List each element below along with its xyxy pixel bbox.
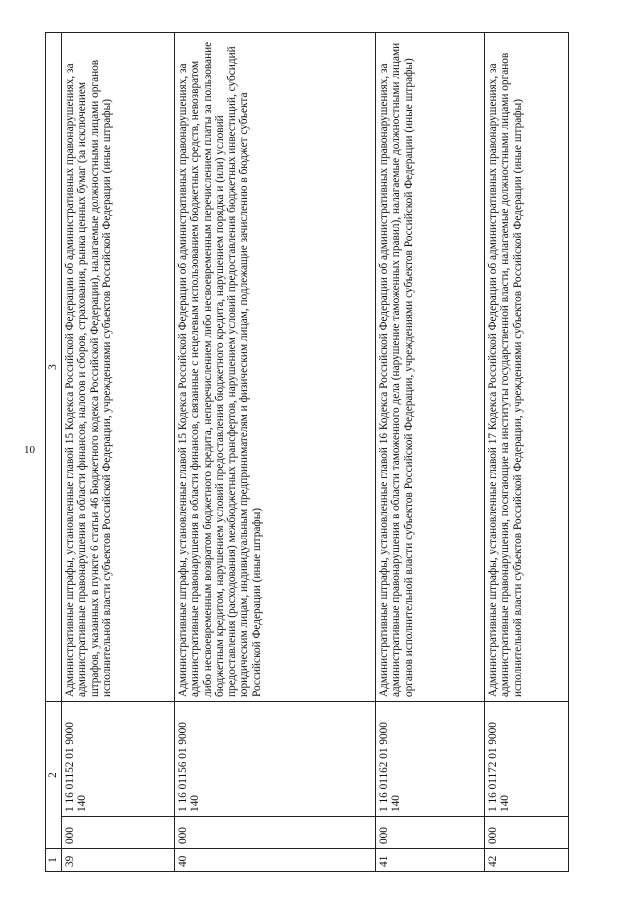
budget-code-table	[45, 32, 569, 872]
header-col-2: 2	[46, 702, 62, 849]
table-row	[175, 33, 376, 872]
header-col-3: 3	[46, 33, 62, 702]
row-number: 42	[485, 849, 569, 872]
row-number: 39	[62, 849, 175, 872]
revenue-description: Административные штрафы, установленные главой 15 Кодекса Российской Федерации об административных правонарушениях, за административные правонарушения в области финансов, связанные с нецелевым использованием бюджетных средств, невозвратом либо несвоевременным возвратом бюджетного кредита, неперечислением либо несвоевременным перечислением платы за пользование бюджетным кредитом, нарушением условий предоставления бюджетного кредита, нарушением порядка и (или) условий предоставления (расходования) межбюджетных трансфертов, нарушением условий предоставления бюджетных инвестиций, субсидий юридическим лицам, индивидуальным предпринимателям и физическим лицам, подлежащие зачислению в бюджет субъекта Российской Федерации (иные штрафы)	[175, 33, 376, 702]
revenue-description: Административные штрафы, установленные главой 17 Кодекса Российской Федерации об административных правонарушениях, за административные правонарушения, посягающие на институты государственной власти, налагаемые должностными лицами органов исполнительной власти субъектов Российской Федерации, учреждениями субъектов Российской Федерации (иные штрафы)	[485, 33, 569, 702]
admin-code: 000	[175, 817, 376, 849]
revenue-description: Административные штрафы, установленные главой 15 Кодекса Российской Федерации об административных правонарушениях, за административные правонарушения в области финансов, налогов и сборов, страхования, рынка ценных бумаг (за исключением штрафов, указанных в пункте 6 статьи 46 Бюджетного кодекса Российской Федерации), налагаемые должностными лицами органов исполнительной власти субъектов Российской Федерации, учреждениями субъектов Российской Федерации (иные штрафы)	[62, 33, 175, 702]
table-row	[62, 33, 175, 872]
table-row	[376, 33, 485, 872]
admin-code: 000	[62, 817, 175, 849]
admin-code: 000	[485, 817, 569, 849]
table-row	[485, 33, 569, 872]
page-number: 10	[24, 444, 35, 456]
header-row	[46, 33, 62, 872]
revenue-description: Административные штрафы, установленные главой 16 Кодекса Российской Федерации об административных правонарушениях, за административные правонарушения в области таможенного дела (нарушение таможенных правил), налагаемые должностными лицами органов исполнительной власти субъектов Российской Федерации, учреждениями субъектов Российской Федерации (иные штрафы)	[376, 33, 485, 702]
row-number: 40	[175, 849, 376, 872]
budget-code: 1 16 01172 01 9000 140	[485, 702, 569, 817]
row-number: 41	[376, 849, 485, 872]
rotated-table-container	[45, 32, 640, 872]
admin-code: 000	[376, 817, 485, 849]
budget-code: 1 16 01162 01 9000 140	[376, 702, 485, 817]
budget-code: 1 16 01152 01 9000 140	[62, 702, 175, 817]
header-col-1: 1	[46, 849, 62, 872]
budget-code: 1 16 01156 01 9000 140	[175, 702, 376, 817]
